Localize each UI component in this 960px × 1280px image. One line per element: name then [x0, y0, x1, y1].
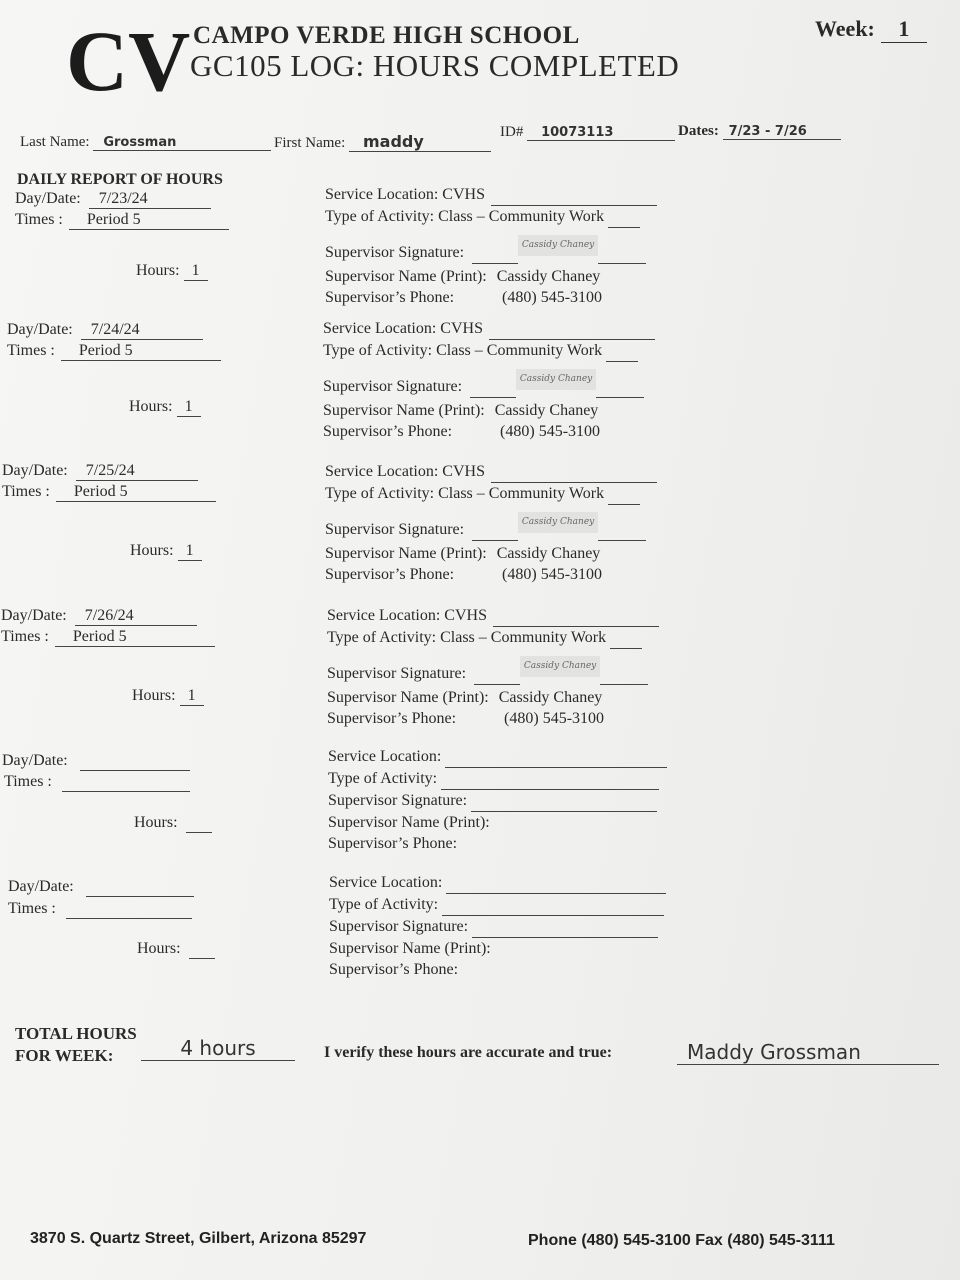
blank-times-2	[8, 900, 192, 919]
first-name-value[interactable]: maddy	[349, 132, 491, 152]
supervisor-phone-row	[325, 287, 657, 308]
hours-value[interactable]: 1	[177, 398, 201, 417]
activity-blank[interactable]	[441, 768, 659, 790]
times-field	[1, 628, 215, 647]
supervisor-phone-value[interactable]: (480) 545-3100	[504, 710, 605, 727]
times-label: Times :	[1, 628, 49, 645]
supervisor-name-label: Supervisor Name (Print):	[325, 545, 487, 562]
times-label: Times :	[2, 483, 50, 500]
supervisor-name-label: Supervisor Name (Print):	[328, 814, 490, 831]
signature-label: Supervisor Signature:	[325, 521, 465, 538]
service-location-label: Service Location:	[329, 874, 443, 891]
footer-phone-fax: Phone (480) 545-3100 Fax (480) 545-3111	[528, 1232, 835, 1249]
supervisor-signature-image[interactable]: Cassidy Chaney	[516, 369, 596, 390]
activity-row	[325, 483, 657, 505]
signature-row	[323, 376, 655, 400]
blank-day-date-1	[2, 752, 190, 771]
hours-label: Hours:	[136, 262, 180, 279]
dates-label: Dates:	[678, 123, 719, 139]
student-signature[interactable]: Maddy Grossman	[677, 1040, 939, 1065]
activity-row	[323, 340, 655, 362]
supervisor-block	[327, 605, 659, 729]
signature-label: Supervisor Signature:	[328, 792, 468, 809]
last-name-label: Last Name:	[20, 134, 90, 150]
times-label: Times :	[4, 773, 52, 790]
hours-label: Hours:	[129, 398, 173, 415]
times-field	[2, 483, 216, 502]
activity-label: Type of Activity:	[325, 485, 435, 502]
supervisor-phone-label: Supervisor’s Phone:	[328, 835, 458, 852]
supervisor-name-value[interactable]: Cassidy Chaney	[494, 402, 599, 419]
signature-line-right	[598, 242, 646, 264]
hours-field	[130, 542, 202, 561]
signature-line-left	[470, 376, 516, 398]
times-value[interactable]: Period 5	[61, 342, 221, 361]
total-hours-label	[15, 1023, 137, 1067]
day-date-label: Day/Date:	[7, 321, 73, 338]
signature-line-left	[472, 519, 518, 541]
id-value[interactable]: 10073113	[527, 125, 675, 141]
supervisor-phone-label: Supervisor’s Phone:	[323, 423, 453, 440]
hours-blank[interactable]	[186, 814, 212, 833]
day-date-label: Day/Date:	[1, 607, 67, 624]
supervisor-phone-row	[323, 421, 655, 442]
supervisor-signature-image[interactable]: Cassidy Chaney	[518, 512, 598, 533]
times-value[interactable]: Period 5	[55, 628, 215, 647]
service-location-label: Service Location:	[328, 748, 442, 765]
hours-label: Hours:	[130, 542, 174, 559]
service-location-label: Service Location:	[325, 463, 439, 480]
supervisor-phone-row	[327, 708, 659, 729]
supervisor-phone-value[interactable]: (480) 545-3100	[502, 566, 603, 583]
activity-line	[606, 340, 638, 362]
activity-value[interactable]: Class – Community Work	[438, 485, 605, 502]
day-date-field	[1, 607, 197, 626]
hours-label: Hours:	[137, 940, 181, 957]
hours-value[interactable]: 1	[180, 687, 204, 706]
day-date-label: Day/Date:	[15, 190, 81, 207]
supervisor-name-row	[325, 266, 657, 287]
total-hours-value[interactable]: 4 hours	[141, 1036, 295, 1061]
times-field	[15, 211, 229, 230]
activity-value[interactable]: Class – Community Work	[436, 342, 603, 359]
dates-value[interactable]: 7/23 - 7/26	[723, 124, 841, 140]
activity-value[interactable]: Class – Community Work	[440, 629, 607, 646]
blank-times-1	[4, 773, 190, 792]
service-location-line	[489, 318, 655, 340]
cv-logo	[62, 13, 191, 109]
logo-text: CV	[66, 13, 191, 109]
signature-label: Supervisor Signature:	[329, 918, 469, 935]
signature-line-left	[474, 663, 520, 685]
signature-line-right	[598, 519, 646, 541]
times-value[interactable]: Period 5	[69, 211, 229, 230]
supervisor-phone-row	[325, 564, 657, 585]
last-name-value[interactable]: Grossman	[93, 135, 271, 151]
id-label: ID#	[500, 124, 524, 140]
signature-row	[325, 242, 657, 266]
supervisor-name-value[interactable]: Cassidy Chaney	[496, 268, 601, 285]
activity-label: Type of Activity:	[327, 629, 437, 646]
total-label-line2: FOR WEEK:	[15, 1046, 114, 1065]
school-name: CAMPO VERDE HIGH SCHOOL	[193, 22, 580, 49]
supervisor-phone-label: Supervisor’s Phone:	[325, 289, 455, 306]
hours-field	[129, 398, 201, 417]
times-label: Times :	[8, 900, 56, 917]
day-date-blank[interactable]	[86, 878, 194, 897]
times-value[interactable]: Period 5	[56, 483, 216, 502]
supervisor-name-row	[323, 400, 655, 421]
supervisor-name-value[interactable]: Cassidy Chaney	[498, 689, 603, 706]
service-location-row	[327, 605, 659, 627]
service-location-value[interactable]: CVHS	[444, 607, 487, 624]
supervisor-phone-label: Supervisor’s Phone:	[325, 566, 455, 583]
total-label-line1: TOTAL HOURS	[15, 1024, 137, 1043]
hours-label: Hours:	[132, 687, 176, 704]
week-label: Week:	[815, 16, 875, 41]
activity-label: Type of Activity:	[325, 208, 435, 225]
activity-label: Type of Activity:	[328, 770, 438, 787]
blank-day-date-2	[8, 878, 194, 897]
signature-row	[325, 519, 657, 543]
service-location-value[interactable]: CVHS	[442, 186, 485, 203]
signature-label: Supervisor Signature:	[325, 244, 465, 261]
signature-line-right	[596, 376, 644, 398]
supervisor-block	[323, 318, 655, 442]
signature-label: Supervisor Signature:	[323, 378, 463, 395]
hours-value[interactable]: 1	[184, 262, 208, 281]
day-date-field	[15, 190, 211, 209]
service-location-line	[493, 605, 659, 627]
signature-line-right	[600, 663, 648, 685]
service-location-label: Service Location:	[327, 607, 441, 624]
service-location-label: Service Location:	[325, 186, 439, 203]
activity-line	[608, 206, 640, 228]
first-name-field	[274, 132, 491, 152]
service-location-row	[323, 318, 655, 340]
times-label: Times :	[7, 342, 55, 359]
supervisor-block	[325, 184, 657, 308]
service-location-value[interactable]: CVHS	[440, 320, 483, 337]
hours-field	[136, 262, 208, 281]
hours-field	[132, 687, 204, 706]
supervisor-phone-label: Supervisor’s Phone:	[329, 961, 459, 978]
activity-row	[325, 206, 657, 228]
activity-blank[interactable]	[442, 894, 664, 916]
supervisor-phone-value[interactable]: (480) 545-3100	[502, 289, 603, 306]
supervisor-name-label: Supervisor Name (Print):	[329, 940, 491, 957]
day-date-field	[7, 321, 203, 340]
supervisor-signature-image[interactable]: Cassidy Chaney	[520, 656, 600, 677]
signature-row	[327, 663, 659, 687]
dates-field	[678, 123, 841, 140]
supervisor-block	[325, 461, 657, 585]
first-name-label: First Name:	[274, 135, 346, 151]
verify-label: I verify these hours are accurate and true:	[324, 1044, 613, 1061]
activity-line	[608, 483, 640, 505]
service-location-blank[interactable]	[446, 872, 666, 894]
activity-value[interactable]: Class – Community Work	[438, 208, 605, 225]
activity-line	[610, 627, 642, 649]
week-field	[815, 16, 927, 43]
hours-blank[interactable]	[189, 940, 215, 959]
service-location-line	[491, 184, 657, 206]
service-location-line	[491, 461, 657, 483]
day-date-value[interactable]: 7/24/24	[81, 321, 203, 340]
signature-label: Supervisor Signature:	[327, 665, 467, 682]
service-location-row	[325, 184, 657, 206]
blank-supervisor-block-2	[329, 872, 666, 980]
day-date-value[interactable]: 7/23/24	[89, 190, 211, 209]
supervisor-signature-image[interactable]: Cassidy Chaney	[518, 235, 598, 256]
service-location-row	[325, 461, 657, 483]
supervisor-name-row	[325, 543, 657, 564]
service-location-label: Service Location:	[323, 320, 437, 337]
supervisor-phone-label: Supervisor’s Phone:	[327, 710, 457, 727]
supervisor-name-label: Supervisor Name (Print):	[325, 268, 487, 285]
supervisor-name-row	[327, 687, 659, 708]
times-field	[7, 342, 221, 361]
activity-row	[327, 627, 659, 649]
blank-supervisor-block-1	[328, 746, 667, 854]
footer-address: 3870 S. Quartz Street, Gilbert, Arizona 85297	[30, 1230, 367, 1247]
activity-label: Type of Activity:	[323, 342, 433, 359]
day-date-blank[interactable]	[80, 752, 190, 771]
signature-blank[interactable]	[472, 916, 658, 938]
day-date-value[interactable]: 7/25/24	[76, 462, 198, 481]
times-label: Times :	[15, 211, 63, 228]
hours-value[interactable]: 1	[178, 542, 202, 561]
times-blank[interactable]	[66, 900, 192, 919]
day-date-value[interactable]: 7/26/24	[75, 607, 197, 626]
blank-hours-2	[137, 940, 215, 959]
day-date-label: Day/Date:	[2, 462, 68, 479]
signature-line-left	[472, 242, 518, 264]
supervisor-name-label: Supervisor Name (Print):	[327, 689, 489, 706]
service-location-value[interactable]: CVHS	[442, 463, 485, 480]
supervisor-phone-value[interactable]: (480) 545-3100	[500, 423, 601, 440]
day-date-field	[2, 462, 198, 481]
log-title: GC105 LOG: HOURS COMPLETED	[190, 48, 680, 83]
supervisor-name-value[interactable]: Cassidy Chaney	[496, 545, 601, 562]
day-date-label: Day/Date:	[8, 878, 74, 895]
service-location-blank[interactable]	[445, 746, 667, 768]
id-field	[500, 124, 675, 141]
last-name-field	[20, 134, 271, 151]
section-title: DAILY REPORT OF HOURS	[17, 171, 223, 188]
signature-blank[interactable]	[471, 790, 657, 812]
supervisor-name-label: Supervisor Name (Print):	[323, 402, 485, 419]
day-date-label: Day/Date:	[2, 752, 68, 769]
blank-hours-1	[134, 814, 212, 833]
hours-label: Hours:	[134, 814, 178, 831]
week-value[interactable]: 1	[881, 16, 927, 43]
activity-label: Type of Activity:	[329, 896, 439, 913]
times-blank[interactable]	[62, 773, 190, 792]
